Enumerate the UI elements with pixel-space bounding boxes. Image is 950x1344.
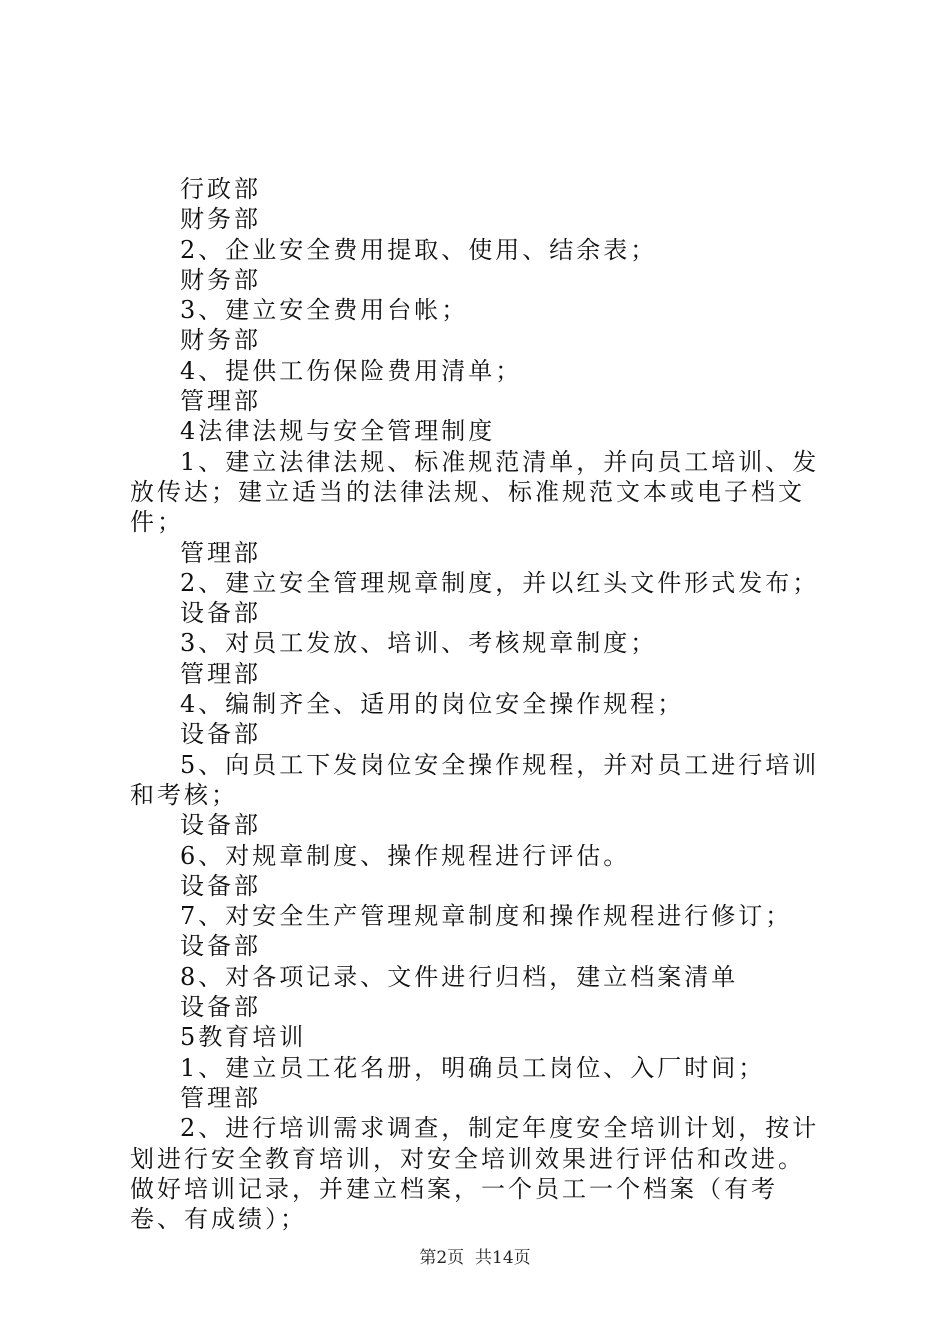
text-line: 设备部 bbox=[180, 720, 261, 749]
text-line: 3、建立安全费用台帐； bbox=[180, 296, 469, 325]
text-line: 1、建立法律法规、标准规范清单，并向员工培训、发放传达；建立适当的法律法规、标准规范文本或电子档文件； bbox=[130, 447, 820, 537]
page-number: 第2页 bbox=[419, 1248, 465, 1268]
section-heading: 5教育培训 bbox=[180, 1023, 307, 1052]
document-body bbox=[130, 174, 830, 1234]
text-line: 3、对员工发放、培训、考核规章制度； bbox=[180, 629, 658, 658]
text-line: 行政部 bbox=[180, 175, 261, 203]
text-line: 设备部 bbox=[180, 811, 261, 840]
text-line: 财务部 bbox=[180, 205, 261, 234]
text-line: 4、编制齐全、适用的岗位安全操作规程； bbox=[180, 690, 685, 719]
text-line: 设备部 bbox=[180, 932, 261, 961]
text-line: 设备部 bbox=[180, 993, 261, 1022]
text-line: 管理部 bbox=[180, 387, 261, 416]
section-heading: 4法律法规与安全管理制度 bbox=[180, 417, 496, 446]
text-line: 设备部 bbox=[180, 871, 261, 900]
text-line: 2、企业安全费用提取、使用、结余表； bbox=[180, 235, 658, 264]
page-footer bbox=[0, 1243, 950, 1268]
text-line: 5、向员工下发岗位安全操作规程，并对员工进行培训和考核； bbox=[130, 750, 820, 809]
text-line: 1、建立员工花名册，明确员工岗位、入厂时间； bbox=[180, 1053, 766, 1082]
text-line: 7、对安全生产管理规章制度和操作规程进行修订； bbox=[180, 902, 793, 931]
text-line: 财务部 bbox=[180, 265, 261, 294]
text-line: 管理部 bbox=[180, 659, 261, 688]
text-line: 2、建立安全管理规章制度，并以红头文件形式发布； bbox=[180, 568, 820, 597]
text-line: 财务部 bbox=[180, 326, 261, 355]
text-line: 6、对规章制度、操作规程进行评估。 bbox=[180, 841, 631, 870]
text-line: 2、进行培训需求调查，制定年度安全培训计划，按计划进行安全教育培训，对安全培训效果进行评估和改进。做好培训记录，并建立档案，一个员工一个档案（有考卷、有成绩）； bbox=[130, 1114, 820, 1234]
text-line: 管理部 bbox=[180, 1083, 261, 1112]
text-line: 管理部 bbox=[180, 538, 261, 567]
text-line: 4、提供工伤保险费用清单； bbox=[180, 356, 523, 385]
text-line: 设备部 bbox=[180, 599, 261, 628]
text-line: 8、对各项记录、文件进行归档，建立档案清单 bbox=[180, 962, 739, 991]
page-total: 共14页 bbox=[475, 1248, 531, 1268]
